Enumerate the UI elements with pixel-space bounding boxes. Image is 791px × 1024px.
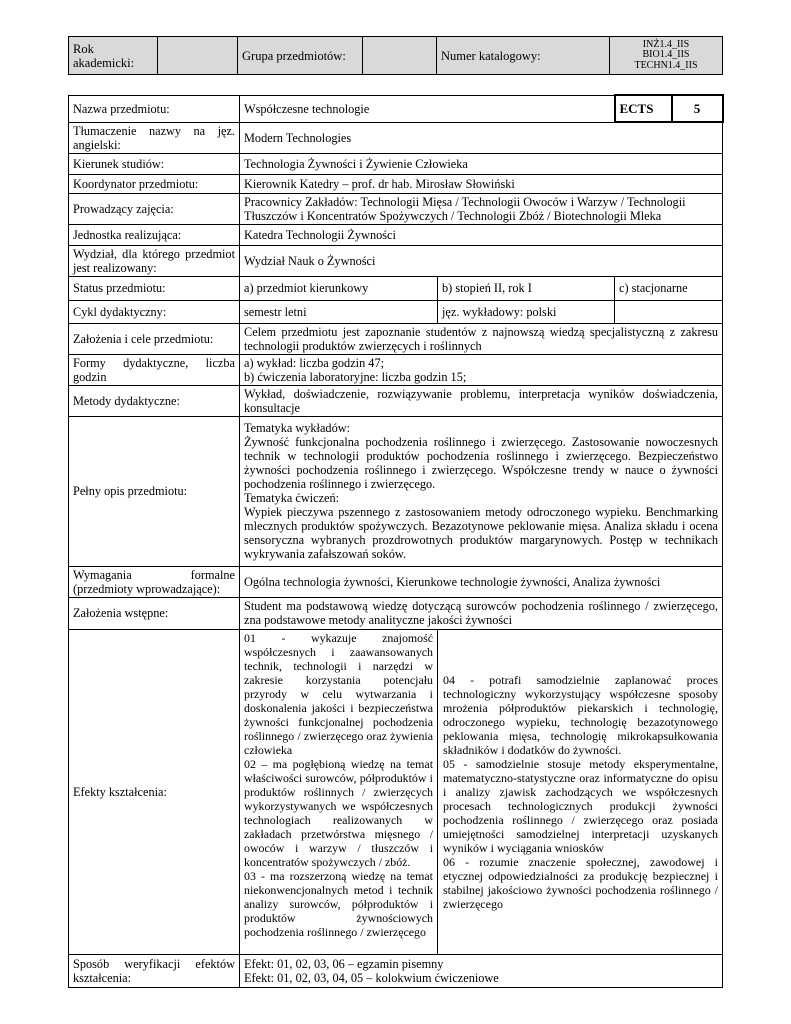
wydzial-value: Wydział Nauk o Żywności — [240, 245, 723, 276]
rok-akademicki-value — [158, 37, 238, 75]
koordynator-label: Koordynator przedmiotu: — [69, 174, 240, 193]
efekty-left: 01 - wykazuje znajomość współczesnych i zaawansowanych technik, technologii i narzędzi w zakresie korzystania potencjału przyrody w celu wytwarzania i doskonalenia jakości i bezpieczeństwa żywności funkcjonalnej pochodzenia roślinnego / zwierzęcego oraz żywienia człowieka 02 – ma pogłębioną wiedzę na temat właściwości surowców, półproduktów i produktów roślinnych / zwierzęcych wykorzystywanych we współczesnych technologiach realizowanych w zakładach przetwórstwa mięsnego / owoców i warzyw / tłuszczów i koncentratów spożywczych / zbóż. 03 - ma rozszerzoną wiedzę na temat niekonwencjonalnych metod i technik analizy surowców, półproduktów i produktów żywnościowych pochodzenia roślinnego / zwierzęcego — [240, 629, 438, 954]
status-label: Status przedmiotu: — [69, 276, 240, 300]
catalog-numbers — [610, 37, 723, 75]
sposob-efekt-2: Efekt: 01, 02, 03, 04, 05 – kolokwium ćwiczeniowe — [244, 970, 499, 985]
catalog-number-1: INŻ1.4_IIS — [642, 38, 690, 50]
efekty-right: 04 - potrafi samodzielnie zaplanować proces technologiczny wykorzystujący współczesne sposoby mrożenia półproduktów piekarskich i technologię, odroczonego wypieku, technologię bezazotynowego peklowania mięsa, technologię mikrokapsułkowania składników i dodatków do żywności. 05 - samodzielnie stosuje metody eksperymentalne, matematyczno-statystyczne oraz informatyczne do opisu i analizy zjawisk zachodzących we współczesnych procesach technologicznych produkcji żywności pochodzenia roślinnego / zwierzęcego oraz posiada umiejętności samodzielnej interpretacji uzyskanych wyników i wyciągania wniosków 06 - rozumie znaczenie społecznej, zawodowej i etycznej odpowiedzialności za produkcję bezpiecznej i stabilnej jakościowo żywności pochodzenia roślinnego / zwierzęcego — [438, 629, 723, 954]
ects-value: 5 — [672, 95, 723, 122]
translation-value: Modern Technologies — [240, 122, 723, 153]
header-table — [68, 36, 723, 75]
kierunek-label: Kierunek studiów: — [69, 153, 240, 174]
wymagania-value: Ogólna technologia żywności, Kierunkowe technologie żywności, Analiza żywności — [240, 566, 723, 597]
status-a: a) przedmiot kierunkowy — [240, 276, 438, 300]
cykl-label: Cykl dydaktyczny: — [69, 300, 240, 323]
translation-label: Tłumaczenie nazwy na jęz. angielski: — [69, 122, 240, 153]
status-b: b) stopień II, rok I — [438, 276, 615, 300]
prowadzacy-label: Prowadzący zajęcia: — [69, 193, 240, 224]
sposob-value — [240, 954, 723, 987]
sposob-label: Sposób weryfikacji efektów kształcenia: — [69, 954, 240, 987]
formy-cwiczenia: b) ćwiczenia laboratoryjne: liczba godzin 15; — [244, 369, 467, 384]
formy-value — [240, 354, 723, 385]
status-c: c) stacjonarne — [615, 276, 723, 300]
nazwa-value: Współczesne technologie — [240, 95, 615, 122]
grupa-przedmiotow-value — [363, 37, 437, 75]
pelny-opis-label: Pełny opis przedmiotu: — [69, 416, 240, 566]
rok-akademicki-label: Rok akademicki: — [69, 37, 158, 75]
metody-label: Metody dydaktyczne: — [69, 385, 240, 416]
nazwa-label: Nazwa przedmiotu: — [69, 95, 240, 122]
pelny-opis-value: Tematyka wykładów: Żywność funkcjonalna pochodzenia roślinnego i zwierzęcego. Zastosowanie nowoczesnych technik w technologii produktów pochodzenia roślinnego i zwierzęcego. Bezpieczeństwo żywności pochodzenia roślinnego i zwierzęcego. Współczesne trendy w nauce o żywności pochodzenia roślinnego i zwierzęcego. Tematyka ćwiczeń: Wypiek pieczywa pszennego z zastosowaniem metody odroczonego wypieku. Benchmarking mlecznych produktów spożywczych. Bezazotynowe peklowanie mięsa. Analiza składu i ocena sensoryczna wybranych prozdrowotnych produktów margarynowych. Postęp w technikach wykrywania zafałszowań soków. — [240, 416, 723, 566]
jednostka-value: Katedra Technologii Żywności — [240, 224, 723, 245]
numer-katalogowy-label: Numer katalogowy: — [437, 37, 610, 75]
zalozenia-cele-value: Celem przedmiotu jest zapoznanie studentów z najnowszą wiedzą specjalistyczną z zakresu technologii produktów zwierzęcych i roślinnych — [240, 323, 723, 354]
zalozenia-wstepne-value: Student ma podstawową wiedzę dotyczącą surowców pochodzenia roślinnego / zwierzęcego, zna podstawowe metody analityczne jakości żywności — [240, 597, 723, 629]
jednostka-label: Jednostka realizująca: — [69, 224, 240, 245]
zalozenia-cele-label: Założenia i cele przedmiotu: — [69, 323, 240, 354]
metody-value: Wykład, doświadczenie, rozwiązywanie problemu, interpretacja wyników doświadczenia, konsultacje — [240, 385, 723, 416]
cykl-value: semestr letni — [240, 300, 438, 323]
empty-cell — [615, 300, 723, 323]
wymagania-label: Wymagania formalne (przedmioty wprowadzające): — [69, 566, 240, 597]
course-table — [68, 94, 724, 988]
formy-wyklad: a) wykład: liczba godzin 47; — [244, 355, 385, 370]
prowadzacy-value: Pracownicy Zakładów: Technologii Mięsa / Technologii Owoców i Warzyw / Technologii Tłuszczów i Koncentratów Spożywczych / Technologii Zbóż / Biotechnologii Mleka — [240, 193, 723, 224]
zalozenia-wstepne-label: Założenia wstępne: — [69, 597, 240, 629]
jezyk-value: jęz. wykładowy: polski — [438, 300, 615, 323]
kierunek-value: Technologia Żywności i Żywienie Człowieka — [240, 153, 723, 174]
koordynator-value: Kierownik Katedry – prof. dr hab. Mirosław Słowiński — [240, 174, 723, 193]
efekty-label: Efekty kształcenia: — [69, 629, 240, 954]
sposob-efekt-1: Efekt: 01, 02, 03, 06 – egzamin pisemny — [244, 956, 444, 971]
ects-label: ECTS — [615, 95, 672, 122]
formy-label: Formy dydaktyczne, liczba godzin — [69, 354, 240, 385]
catalog-number-2: BIO1.4_IIS — [642, 49, 690, 61]
catalog-number-3: TECHN1.4_IIS — [634, 59, 698, 71]
wydzial-label: Wydział, dla którego przedmiot jest realizowany: — [69, 245, 240, 276]
grupa-przedmiotow-label: Grupa przedmiotów: — [238, 37, 363, 75]
